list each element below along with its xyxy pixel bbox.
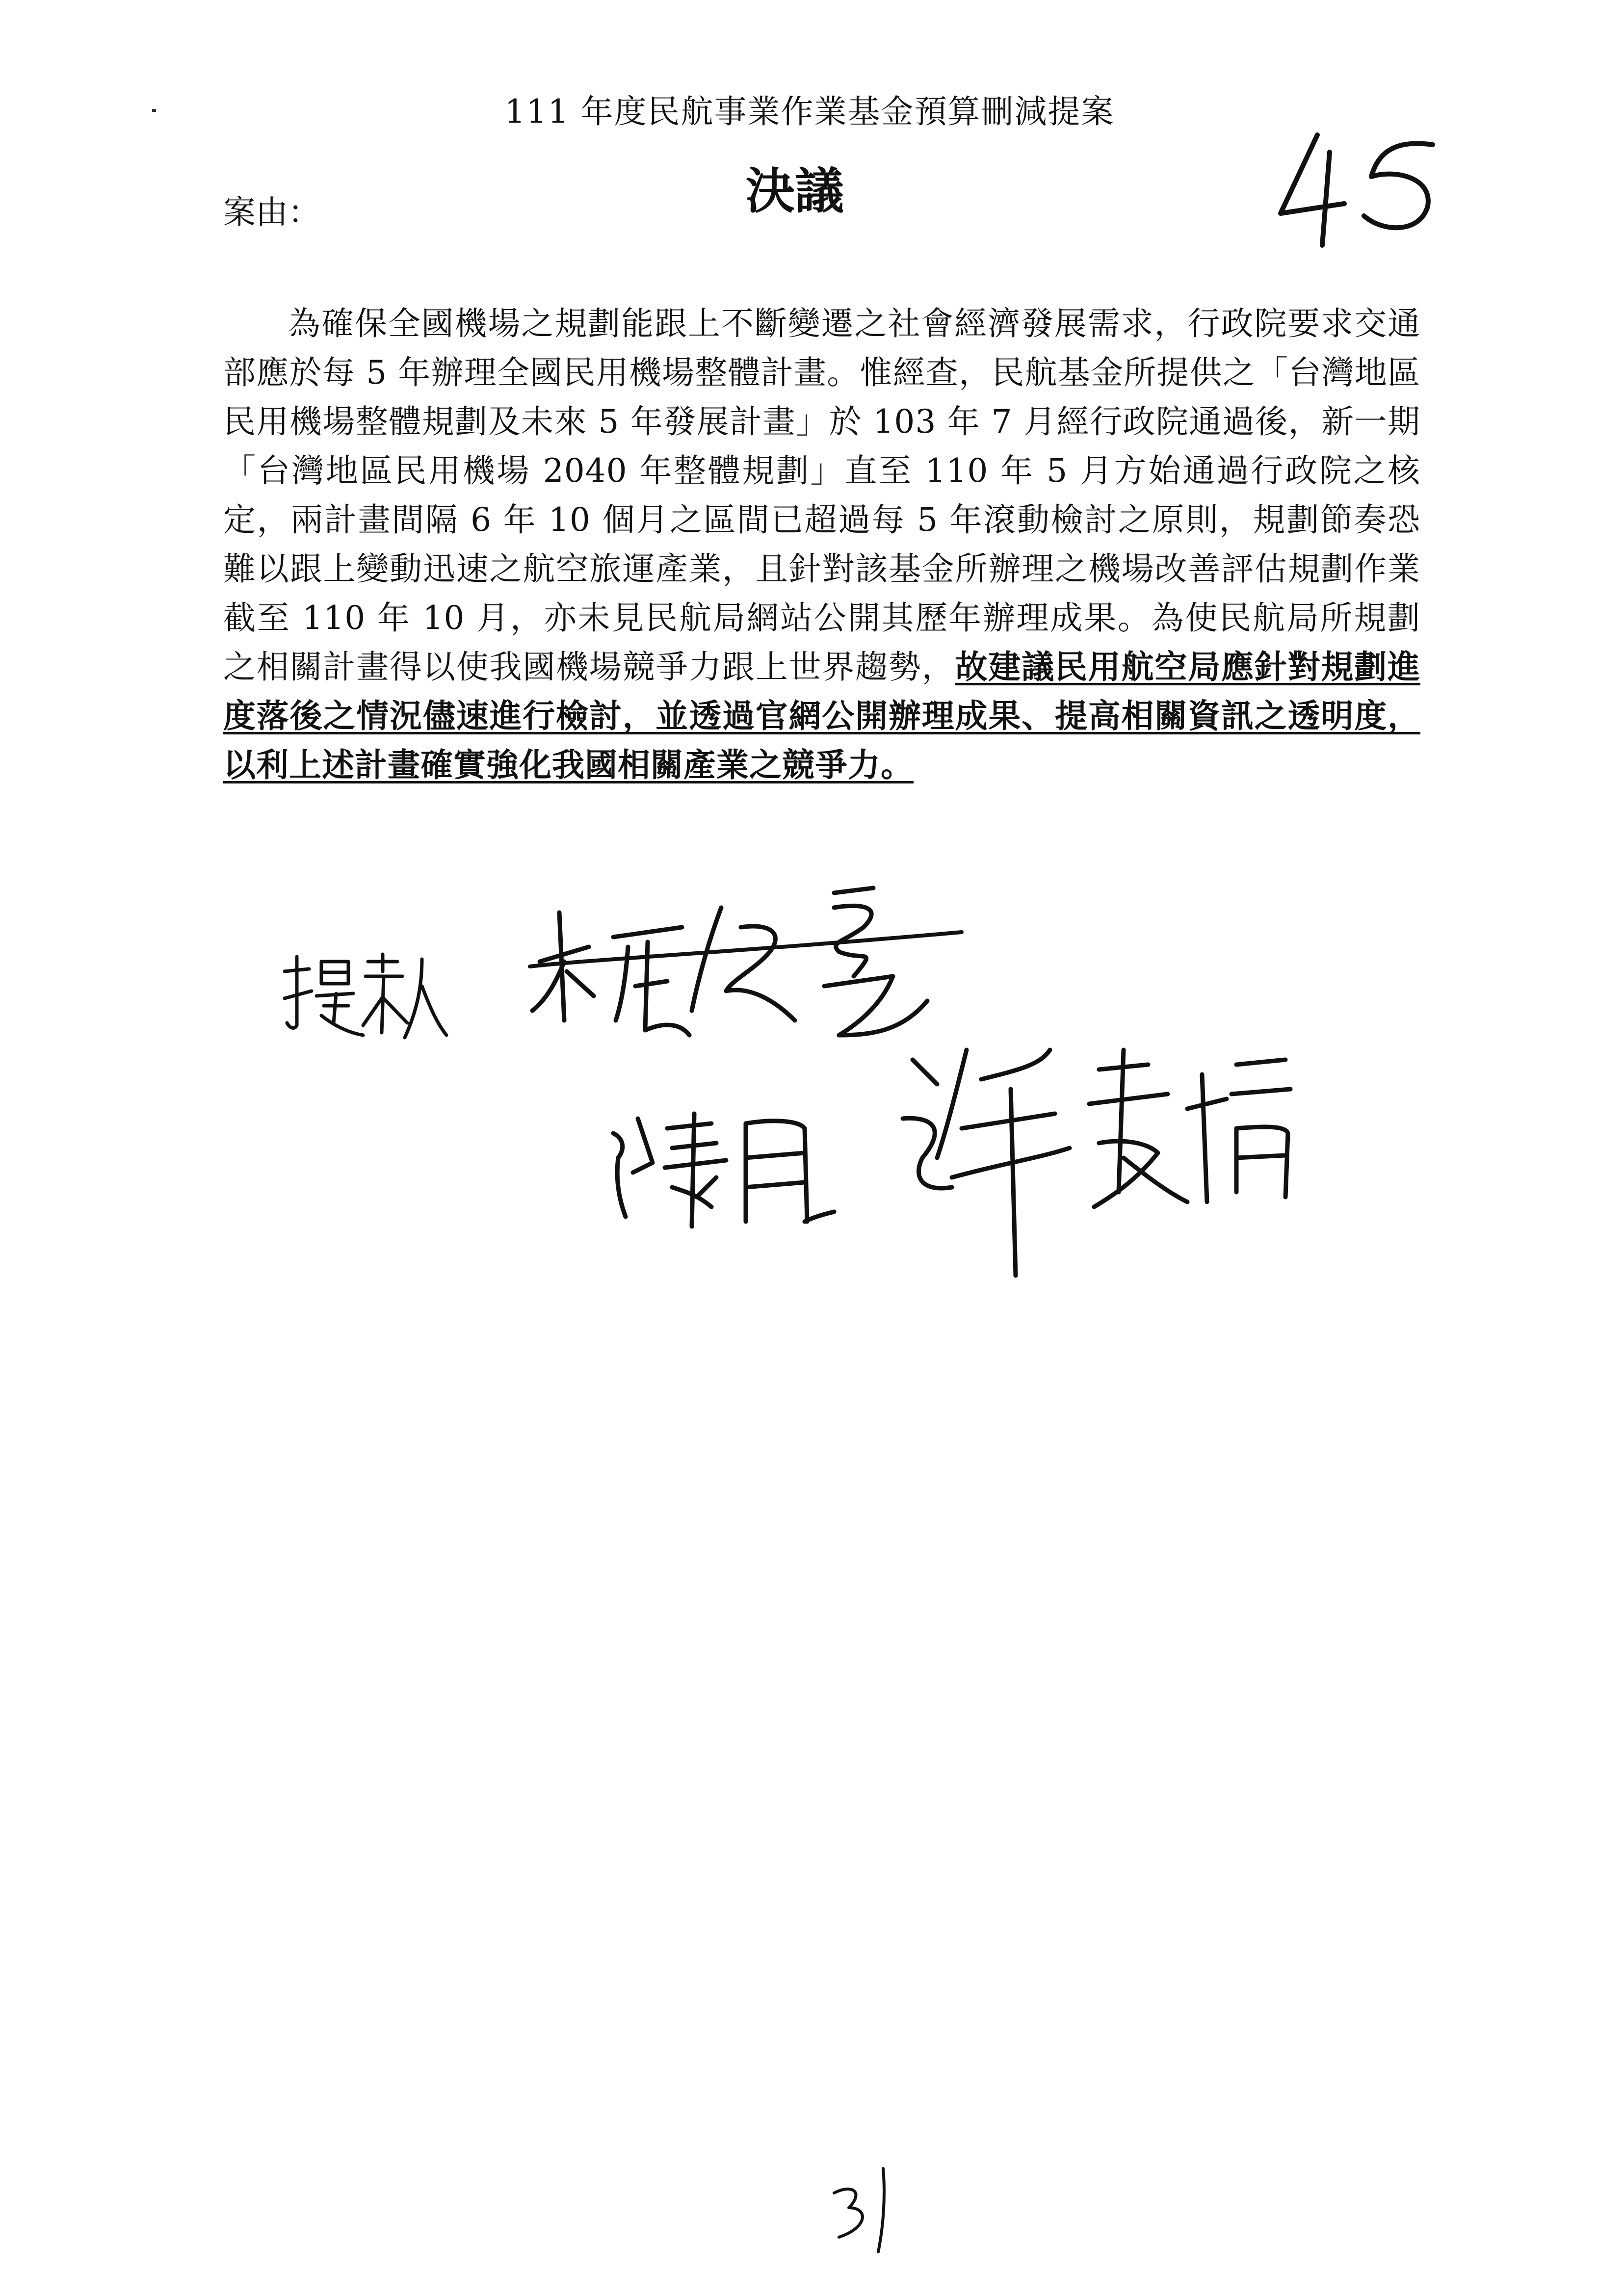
proposal-body [223,299,1420,790]
resolution-stamp: 決議 [746,162,844,220]
signature-3 [893,1030,1295,1285]
body-emphasis-text: 故建議民用航空局應針對規劃進度落後之情況儘速進行檢討，並透過官網公開辦理成果、提高相關資訊之透明度，以利上述計畫確實強化我國相關產業之競爭力。 [223,648,1421,784]
document-title: 111 年度民航事業作業基金預算刪減提案 [504,93,1115,130]
case-label: 案由： [223,193,320,231]
proposer-label-handwritten [275,942,451,1050]
signature-2 [599,1099,854,1236]
body-plain-text: 為確保全國機場之規劃能跟上不斷變遷之社會經濟發展需求，行政院要求交通部應於每 5 年辦理全國民用機場整體計畫。惟經查，民航基金所提供之「台灣地區民用機場整體規劃及未來 5 年發展計畫」於 103 年 7 月經行政院通過後，新一期「台灣地區民用機場 2040 年整體規劃」直至 110 年 5 月方始通過行政院之核定，兩計畫間隔 6 年 10 個月之區間已超過每 5 年滾動檢討之原則，規劃節奏恐難以跟上變動迅速之航空旅運產業，且針對該基金所辦理之機場改善評估規劃作業截至 110 年 10 月，亦未見民航局網站公開其歷年辦理成果。為使民航局所規劃之相關計畫得以使我國機場競爭力跟上世界趨勢， [223,305,1420,686]
handwritten-page-number-45 [1271,123,1447,250]
handwritten-footer-page-31 [824,2159,922,2257]
scan-speck [152,109,156,112]
